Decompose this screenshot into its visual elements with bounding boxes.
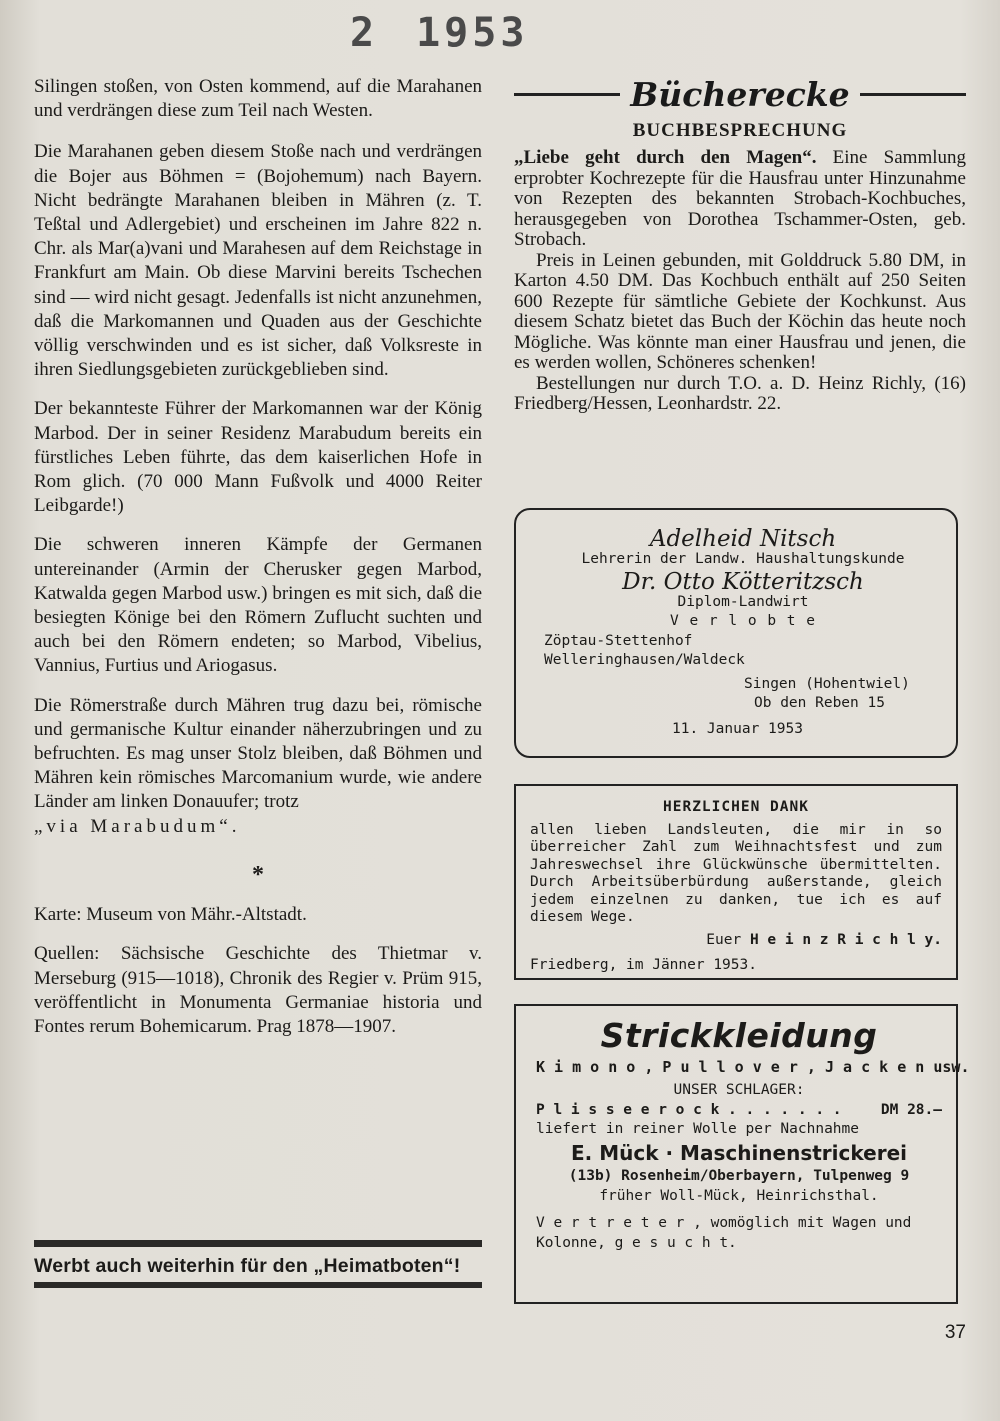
asterisk-divider: *: [252, 861, 264, 888]
thanks-body: allen lieben Landsleuten, die mir in so überreicher Zahl zum Weihnachtsfest und zum Jahreswechsel ihre Glückwünsche übermittelten. Durch Arbeitsüberbürdung außerstande, gleich jedem einzelnen zu danken, tue ich es auf diesem Wege.: [530, 821, 942, 925]
groom-address-1: Singen (Hohentwiel): [744, 675, 910, 692]
header-rule-right: [860, 93, 966, 96]
knitwear-title: Strickkleidung: [600, 1016, 878, 1055]
section-title: Bücherecke: [630, 75, 850, 114]
left-column: [34, 75, 482, 1054]
review-paragraph-2: Preis in Leinen gebunden, mit Golddruck 5.80 DM, in Karton 4.50 DM. Das Kochbuch enthält auf 250 Seiten 600 Rezepte für sämtliche Gebiete der Kochkunst. Aus diesem Schatz bietet das Buch der Köchin das heute noch Mögliche. Was könnte man einer Hausfrau und jenen, die es werden wollen, Schöneres schenken!: [514, 249, 966, 373]
right-column: [514, 75, 966, 415]
groom-name: Dr. Otto Kötteritzsch: [622, 569, 864, 595]
engaged-label: V e r l o b t e: [670, 613, 816, 629]
banner-bottom-rule: [34, 1282, 482, 1288]
banner-top-rule: [34, 1240, 482, 1247]
delivery-info: liefert in reiner Wolle per Nachnahme: [536, 1121, 860, 1137]
book-review: [514, 148, 966, 415]
via-marabudum: „via Marabudum“.: [34, 815, 241, 837]
company-name: E. Mück · Maschinenstrickerei: [571, 1140, 907, 1165]
paragraph-1: Silingen stoßen, von Osten kommend, auf die Marahanen und verdrängen diese zum Teil nach Westen.: [34, 76, 482, 122]
review-heading: BUCHBESPRECHUNG: [632, 120, 848, 141]
issue-number: 2: [350, 10, 379, 56]
thanks-heading: HERZLICHEN DANK: [663, 799, 809, 815]
paragraph-2: Die Marahanen geben diesem Stoße nach und verdrängen die Bojer aus Böhmen = (Bojohemum) nach Bayern. Nicht bedrängte Marahanen bleiben in Mähren (z. T. Teßtal und Adlergebiet) und erscheinen im Jahre 822 n. Chr. als Mar(a)vani und Marahesen auf dem Reichstage in Frankfurt am Main. Ob diese Marvini bereits Tschechen sind — wird nicht gesagt. Jedenfalls ist nicht anzunehmen, daß die Markomannen und Quaden aus der Geschichte völlig verschwinden und es ist sicher, daß Volksreste in ihren Siedlungsgebieten zurückgeblieben sind.: [34, 141, 482, 381]
knitwear-items: K i m o n o , P u l l o v e r , J a c k e n usw.: [536, 1057, 970, 1076]
review-paragraph-1: [514, 148, 966, 251]
groom-address-2: Ob den Reben 15: [754, 695, 885, 711]
bride-address-1: Zöptau-Stettenhof: [544, 632, 693, 649]
signature-prefix: Euer: [706, 931, 750, 948]
former-name: früher Woll-Mück, Heinrichsthal.: [599, 1187, 879, 1204]
thanks-notice: [514, 784, 958, 980]
engagement-announcement: [514, 508, 958, 758]
paragraph-3: Der bekannteste Führer der Markomannen war der König Marbod. Der in seiner Residenz Marabudum bereits ein fürstliches Leben führte, das dem kaiserlichen Hofe in Rom glich. (70 000 Mann Fußvolk und 4000 Reiter Leibgarde!): [34, 398, 482, 517]
banner-text: Werbt auch weiterhin für den „Heimatboten“!: [34, 1255, 461, 1277]
review-paragraph-3: Bestellungen nur durch T.O. a. D. Heinz Richly, (16) Friedberg/Hessen, Leonhardstr. 22.: [514, 372, 966, 414]
offer-item: P l i s s e e r o c k . . . . . . .: [536, 1101, 842, 1118]
bride-name: Adelheid Nitsch: [649, 526, 837, 552]
offer-heading: UNSER SCHLAGER:: [673, 1082, 805, 1098]
engagement-date: 11. Januar 1953: [672, 720, 803, 737]
company-address: (13b) Rosenheim/Oberbayern, Tulpenweg 9: [568, 1168, 910, 1184]
section-header: [514, 75, 966, 114]
sources: Quellen: Sächsische Geschichte des Thietmar v. Merseburg (915—1018), Chronik des Regier v. Prüm 915, veröffentlicht in Monumenta Germaniae historia und Fontes rerum Bohemicarum. Prag 1878—1907.: [34, 943, 482, 1037]
thanks-signature: [530, 931, 942, 951]
groom-title: Diplom-Landwirt: [677, 593, 809, 610]
review-title: „Liebe geht durch den Magen“.: [514, 147, 817, 168]
offer-line: [536, 1101, 942, 1121]
knitwear-ad: [514, 1004, 970, 1304]
review-text-1: Eine Sammlung erprobter Kochrezepte für die Hausfrau unter Hinzunahme von Rezepten des bekannten Strobach-Kochbuches, herausgegeben von Dorothea Tschammer-Osten, geb. Strobach.: [514, 147, 967, 250]
thanks-place-date: Friedberg, im Jänner 1953.: [530, 957, 757, 973]
paragraph-4: Die schweren inneren Kämpfe der Germanen untereinander (Armin der Cherusker gegen Marbod, Katwalda gegen Marbod usw.) bringen es mit sich, daß die besiegten Könige bei den Römern Zuflucht suchten und auch bei den Römern endeten; so Marbod, Vibelius, Vannius, Furtius und Ariogasus.: [34, 534, 482, 677]
bride-title: Lehrerin der Landw. Haushaltungskunde: [581, 550, 905, 567]
header-rule-left: [514, 93, 620, 96]
bride-address-2: Welleringhausen/Waldeck: [544, 652, 745, 668]
paragraph-5: Die Römerstraße durch Mähren trug dazu bei, römische und germanische Kultur einander näherzubringen und zu befruchten. Es mag unser Stolz bleiben, daß Böhmen und Mähren kein römisches Marcomanium wurde, wie andere Länder am linken Donauufer; trotz: [34, 694, 482, 813]
issue-stamp: [350, 10, 528, 56]
issue-year: 1953: [416, 10, 529, 56]
offer-price: DM 28.—: [880, 1101, 942, 1118]
signature-name: H e i n z R i c h l y.: [749, 931, 942, 948]
page-number: 37: [944, 1322, 966, 1343]
map-credit: Karte: Museum von Mähr.-Altstadt.: [34, 904, 307, 926]
promo-banner: [34, 1240, 482, 1288]
representative-wanted: V e r t r e t e r , womöglich mit Wagen und Kolonne, g e s u c h t.: [536, 1215, 912, 1251]
